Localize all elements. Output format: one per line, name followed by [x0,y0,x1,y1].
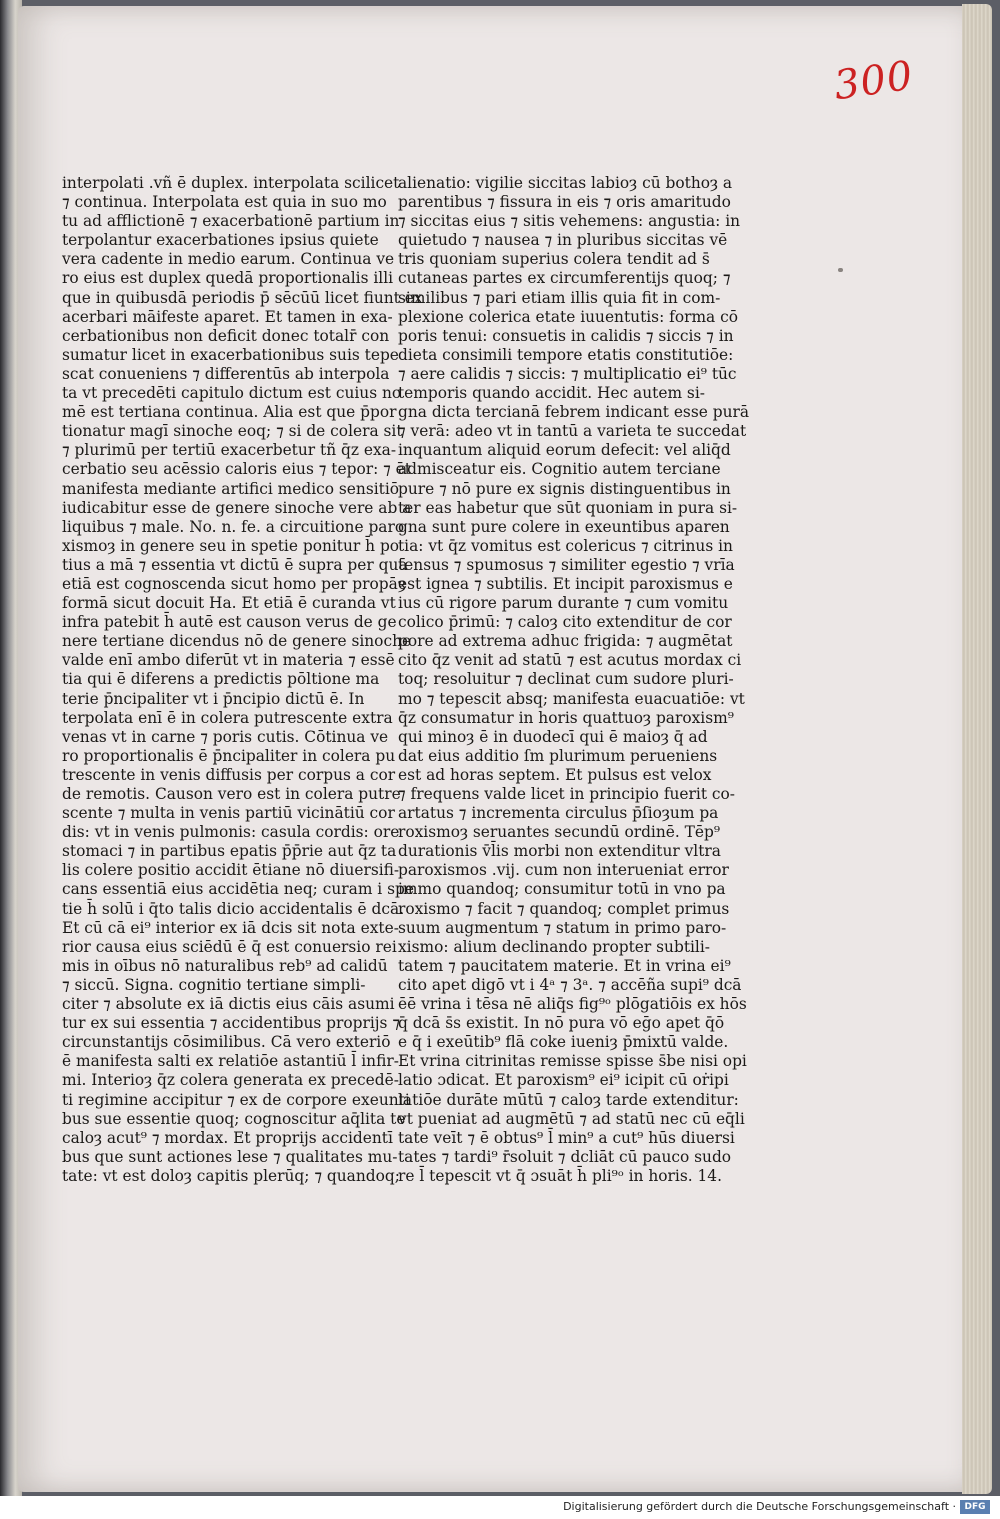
text-line: cerbatio seu acēssio caloris eius ⁊ tepor: ⁊ ēt [62,460,411,479]
dfg-credit-text: Digitalisierung gefördert durch die Deutsche Forschungsgemeinschaft · [563,1500,956,1513]
text-line: venas vt in carne ⁊ poris cutis. Cōtinua ve [62,727,389,746]
text-line: ⁊ plurimū per tertiū exacerbetur tñ q̄z exa- [62,441,397,460]
paper-speck [838,268,843,272]
text-line: mis in oībus nō naturalibus reb⁹ ad calidū [62,956,388,975]
text-line: gna dicta tercianā febrem indicant esse purā [398,403,750,422]
text-line: trescente in venis diffusis per corpus a cor [62,765,396,784]
text-line: tate veīt ⁊ ē obtus⁹ l̄ min⁹ a cut⁹ hūs diuersi [398,1128,735,1147]
text-line: dis: vt in venis pulmonis: casula cordis: ore [62,823,400,842]
text-line: terpolantur exacerbationes ipsius quiete [62,231,379,250]
text-line: vera cadente in medio earum. Continua ve [62,250,395,269]
text-line: vt pueniat ad augmētū ⁊ ad statū nec cū eq̄li [398,1109,745,1128]
text-line: mē est tertiana continua. Alia est que p̄por [62,403,397,422]
dfg-logo: DFG [960,1500,990,1514]
text-line: ⁊ siccitas eius ⁊ sitis vehemens: angustia: in [398,212,741,231]
text-line: tia: vt q̄z vomitus est colericus ⁊ citrinus in [398,536,733,555]
text-line: tris quoniam superius colera tendit ad s̄ [398,250,710,269]
text-line: scat conueniens ⁊ differentūs ab interpola [62,364,390,383]
text-line: tius a mā ⁊ essentia vt dictū ē supra per quā [62,555,408,574]
text-line: immo quandoq; consumitur totū in vno pa [398,880,726,899]
text-line: qui minoȝ ē in duodecī qui ē maioȝ q̄ ad [398,727,708,746]
text-line: cito apet digō vt i 4ᵃ ⁊ 3ᵃ. ⁊ accēña supi⁹ dcā [398,975,742,994]
text-line: plexione colerica etate iuuentutis: forma cō [398,307,739,326]
text-line: rior causa eius sciēdū ē q̄ est conuersio rei [62,937,397,956]
text-line: scente ⁊ multa in venis partiū vicinātiū cor [62,804,395,823]
text-line: citer ⁊ absolute ex iā dictis eius cāis asumi [62,995,395,1014]
page-fore-edge [962,4,992,1494]
text-line: cutaneas partes ex circumferentijs quoq; ⁊ [398,269,731,288]
text-line: roxismoȝ seruantes secundū ordinē. Tēp⁹ [398,823,721,842]
text-line: terpolata enī ē in colera putrescente extra [62,708,393,727]
text-line: valde enī ambo diferūt vt in materia ⁊ essē [62,651,395,670]
text-line: caloȝ acut⁹ ⁊ mordax. Et proprijs accidentī [62,1128,393,1147]
text-line: terie p̄ncipaliter vt i p̄ncipio dictū ē. In [62,689,365,708]
text-line: bus sue essentie quoq; cognoscitur aq̄lita te [62,1109,406,1128]
text-line: artatus ⁊ incrementa circulus p̄ſioȝum pa [398,804,719,823]
folio-number: 300 [831,52,917,110]
text-line: ro eius est duplex quedā proportionalis illi [62,269,394,288]
text-line: Et vrina citrinitas remisse spisse s̄be nisi opi [398,1052,747,1071]
text-line: toq; resoluitur ⁊ declinat cum sudore pluri- [398,670,734,689]
text-line: tu ad afflictionē ⁊ exacerbationē partium in [62,212,400,231]
text-line: tatem ⁊ paucitatem materie. Et in vrina ei⁹ [398,956,731,975]
text-line: ter eas habetur que sūt quoniam in pura si- [398,498,738,517]
text-line: ro proportionalis ē p̄ncipaliter in colera pu [62,746,396,765]
text-line: cerbationibus non deficit donec totalr̄ con [62,326,390,345]
text-line: ⁊ aere calidis ⁊ siccis: ⁊ multiplicatio ei⁹ tūc [398,364,737,383]
text-line: xismoȝ in genere seu in spetie ponitur h̄ po [62,536,400,555]
text-line: interpolati .vñ ē duplex. interpolata scilicet [62,174,400,192]
text-line: nere tertiane dicendus nō de genere sinoche [62,632,412,651]
text-line: iudicabitur esse de genere sinoche vere ab a [62,498,412,517]
text-line: de remotis. Causon vero est in colera putre [62,785,401,803]
text-line: ēē vrina i tēsa nē aliq̄s fig⁹ᵒ plōgatiōis ex hōs [398,995,747,1014]
text-line: inquantum aliquid eorum defecit: vel aliq̄d [398,441,731,460]
text-line: ius cū rigore parum durante ⁊ cum vomitu [398,594,729,613]
text-line: durationis v̄l̄is morbi non extenditur vltra [398,842,721,861]
text-line: formā sicut docuit Ha. Et etiā ē curanda vt [62,594,396,613]
text-line: temporis quando accidit. Hec autem si- [398,384,705,403]
text-line: Et cū cā ei⁹ interior ex iā dcis sit nota exte- [62,918,399,937]
text-line: ē manifesta salti ex relatiōe astantiū l̄ infir- [62,1052,399,1071]
text-line: latiōe durāte mūtū ⁊ caloȝ tarde extenditur: [398,1090,739,1109]
text-line: ⁊ siccū. Signa. cognitio tertiane simpli- [62,975,366,994]
text-line: tate: vt est doloȝ capitis plerūq; ⁊ quandoq; [62,1166,400,1185]
text-line: ti regimine accipitur ⁊ ex de corpore exeunti [62,1090,410,1109]
text-line: tensus ⁊ spumosus ⁊ similiter egestio ⁊ vrīa [398,555,735,574]
text-line: ⁊ frequens valde licet in principio fuerit co- [398,785,735,803]
text-line: suum augmentum ⁊ statum in primo paro- [398,918,727,937]
text-line: ⁊ verā: adeo vt in tantū a varieta te succedat [398,422,747,441]
text-line: q̄ dcā s̄s existit. In nō pura vō eḡo apet q̄ō [398,1014,725,1033]
text-line: sumatur licet in exacerbationibus suis tepe [62,345,399,364]
text-line: cito q̄z venit ad statū ⁊ est acutus mordax ci [398,651,742,670]
text-line: roxismo ⁊ facit ⁊ quandoq; complet primus [398,899,730,918]
text-line: paroxismos .vij. cum non interueniat error [398,861,729,880]
text-line: circunstantijs cōsimilibus. Cā vero exteriō [62,1033,391,1052]
text-line: est ad horas septem. Et pulsus est velox [398,765,712,784]
text-line: tionatur magī sinoche eoq; ⁊ si de colera sit [62,422,403,441]
text-line: parentibus ⁊ fissura in eis ⁊ oris amaritudo [398,193,731,212]
text-line: lis colere positio accidit ētiane nō diuersifi- [62,861,400,880]
text-line: colico p̄rimū: ⁊ caloȝ cito extenditur de cor [398,613,732,632]
text-line: latio ɔdicat. Et paroxism⁹ ei⁹ icipit cū oṙipi [398,1071,729,1090]
text-line: est ignea ⁊ subtilis. Et incipit paroxismus e [398,574,733,593]
text-line: re l̄ tepescit vt q̄ ɔsuāt h̄ pli⁹ᵒ in horis. 14. [398,1166,722,1185]
text-line: gna sunt pure colere in exeuntibus aparen [398,517,730,536]
text-line: mi. Interioȝ q̄z colera generata ex precedē- [62,1071,399,1090]
text-column-right [398,174,750,1186]
text-line: ⁊ continua. Interpolata est quia in suo mo [62,193,387,212]
text-line: xismo: alium declinando propter subtili- [398,937,710,956]
text-line: tur ex sui essentia ⁊ accidentibus proprijs ⁊ [62,1014,400,1033]
text-line: tates ⁊ tardi⁹ r̄soluit ⁊ dcliāt cū pauco sudo [398,1147,732,1166]
text-line: alienatio: vigilie siccitas labioȝ cū bothoȝ a [398,174,733,192]
text-line: etiā est cognoscenda sicut homo per propāȝ [62,574,406,593]
text-line: bus que sunt actiones lese ⁊ qualitates mu- [62,1147,398,1166]
text-line: q̄z consumatur in horis quattuoȝ paroxism⁹ [398,708,734,727]
text-column-left [62,174,423,1186]
text-line: dat eius additio ſm plurimum perueniens [398,746,718,765]
text-line: que in quibusdā periodis p̄ sēcūū licet fiunt ex [62,288,423,307]
text-line: ta vt precedēti capitulo dictum est cuius no [62,384,402,403]
text-line: pure ⁊ nō pure ex signis distinguentibus in [398,479,731,498]
text-line: manifesta mediante artifici medico sensitiō [62,479,400,498]
text-line: stomaci ⁊ in partibus epatis p̄p̄rie aut q̄z ta [62,842,397,861]
text-line: dieta consimili tempore etatis constitutiōe: [398,345,734,364]
text-line: mo ⁊ tepescit absq; manifesta euacuatiōe: vt [398,689,745,708]
text-line: similibus ⁊ pari etiam illis quia fit in com- [398,288,721,307]
text-line: tia qui ē diferens a predictis pōltione ma [62,670,380,689]
text-line: pore ad extrema adhuc frigida: ⁊ augmētat [398,632,733,651]
footer-bar [0,1496,1000,1519]
text-line: quietudo ⁊ nausea ⁊ in pluribus siccitas vē [398,231,728,250]
text-line: admisceatur eis. Cognitio autem terciane [398,460,721,479]
text-line: cans essentiā eius accidētia neq; curam i spe [62,880,414,899]
text-line: poris tenui: consuetis in calidis ⁊ siccis ⁊ in [398,326,734,345]
text-line: liquibus ⁊ male. No. n. fe. a circuitione paro [62,517,405,536]
text-line: e q̄ i exeūtib⁹ flā coke iueniȝ p̄mixtū valde. [398,1033,729,1052]
text-line: infra patebit h̄ autē est causon verus de ge [62,613,397,632]
text-line: acerbari māifeste aparet. Et tamen in exa- [62,307,393,326]
text-line: tie h̄ solū i q̄to talis dicio accidentalis ē dcā. [62,899,405,918]
